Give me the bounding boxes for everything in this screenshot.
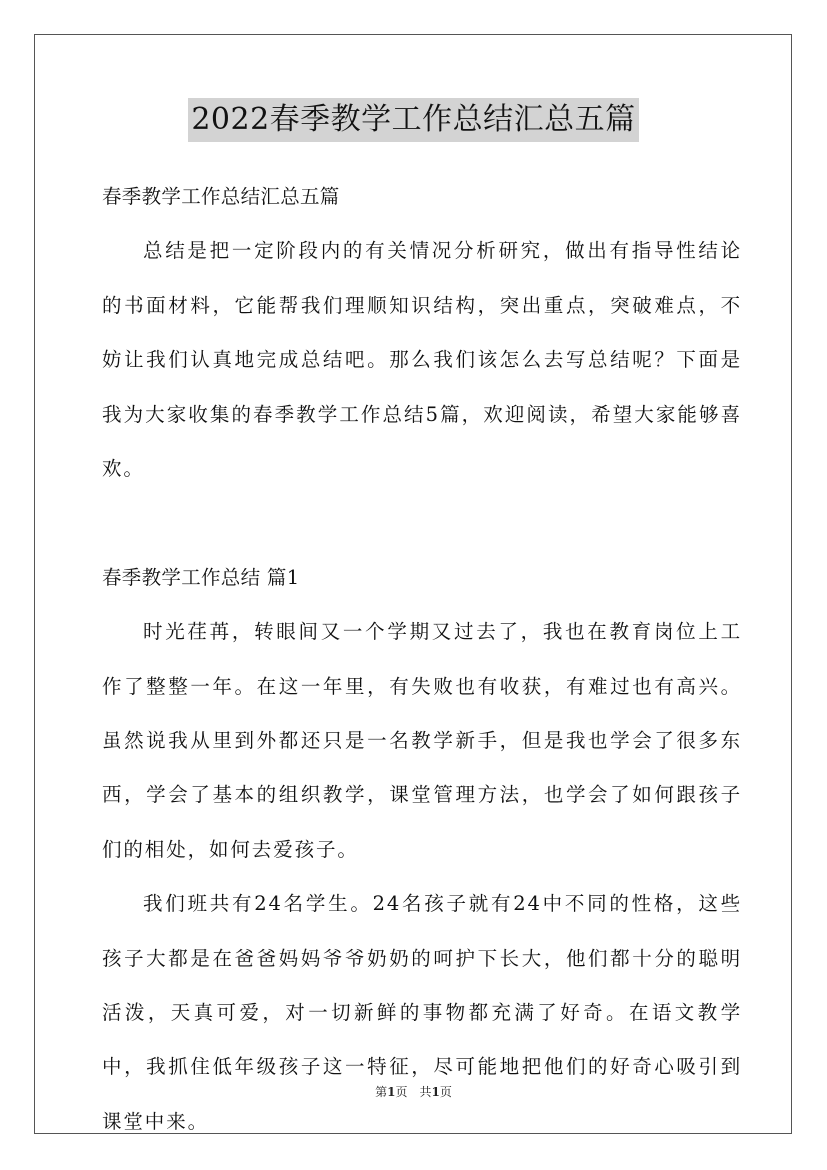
section-heading: 春季教学工作总结 篇1 [102,565,300,589]
body-paragraph-1: 时光荏苒，转眼间又一个学期又过去了，我也在教育岗位上工作了整整一年。在这一年里，有失败也有收获，有难过也有高兴。虽然说我从里到外都还只是一名教学新手，但是我也学会了很多东西，学会了基本的组织教学，课堂管理方法，也学会了如何跟孩子们的相处，如何去爱孩子。 [102,620,742,861]
current-page-number: 1 [387,1085,396,1099]
body-paragraph-2: 我们班共有24名学生。24名孩子就有24中不同的性格，这些孩子大都是在爸爸妈妈爷爷奶奶的呵护下长大，他们都十分的聪明活泼，天真可爱，对一切新鲜的事物都充满了好奇。在语文教学中，我抓住低年级孩子这一特征，尽可能地把他们的好奇心吸引到课堂中来。 [102,892,742,1133]
section-gap [102,496,742,550]
title-block [0,98,827,142]
total-page-number: 1 [431,1085,440,1099]
footer-suffix: 页 [439,1085,452,1099]
document-body [102,170,742,1149]
intro-paragraph: 总结是把一定阶段内的有关情况分析研究，做出有指导性结论的书面材料，它能帮我们理顺知识结构，突出重点，突破难点，不妨让我们认真地完成总结吧。那么我们该怎么去写总结呢？下面是我为大家收集的春季教学工作总结5篇，欢迎阅读，希望大家能够喜欢。 [102,239,742,481]
footer-mid: 页 共 [395,1085,432,1099]
document-title: 2022春季教学工作总结汇总五篇 [188,98,638,142]
page-footer [0,1083,827,1101]
document-subtitle: 春季教学工作总结汇总五篇 [102,185,340,208]
footer-prefix: 第 [375,1085,388,1099]
